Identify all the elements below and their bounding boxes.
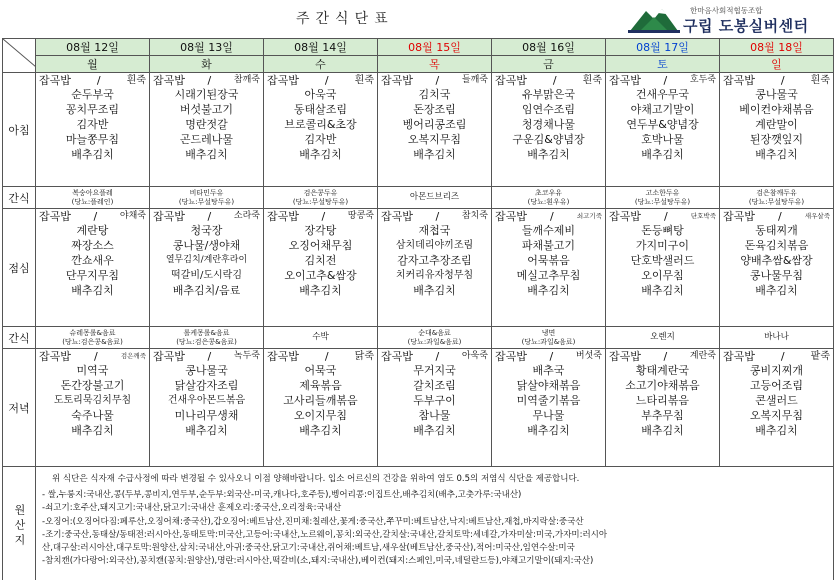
lunch-cell (378, 209, 492, 327)
lunch-cell (720, 209, 834, 327)
porridge-name: 흰죽 (810, 74, 830, 86)
dish-item: 콩나물국 (185, 364, 228, 377)
dish-item: 호박나물 (641, 133, 684, 146)
dinner-cell (150, 349, 264, 467)
dish-item: 김치국 (418, 88, 451, 101)
porridge-name: 계란죽 (689, 350, 716, 361)
dish-item: 벵어리콩조림 (402, 118, 467, 131)
dish-item: 떡갈비/도시락김 (171, 270, 242, 281)
snack-diabetic-alt: (당뇨:검은콩&음료) (62, 337, 123, 346)
dish-item: 청경채나물 (521, 118, 576, 131)
date-cell: 08월 12일 (36, 39, 150, 56)
dish-item: 재첩국 (418, 224, 451, 237)
rice-name: 잡곡밥 (495, 73, 527, 87)
snack-label-2: 간식 (3, 327, 36, 349)
rice-porridge-line (36, 349, 149, 363)
separator: / (96, 73, 101, 87)
rice-porridge-line (492, 209, 605, 223)
snack-diabetic-alt: (당뇨:흰우유) (527, 197, 570, 206)
origin-label-text: 원산지 (13, 503, 26, 549)
porridge-name: 땅콩죽 (347, 210, 374, 221)
snack-row-1 (3, 187, 834, 209)
dish-item: 배추김치 (413, 284, 456, 297)
rice-name: 잡곡밥 (723, 73, 755, 87)
dish-item: 오복지무침 (407, 133, 462, 146)
dish-item: 돈등뼈탕 (641, 224, 684, 237)
dish-item: 명란젓갈 (185, 118, 228, 131)
page-title: 주간식단표 (296, 11, 394, 27)
dish-item: 버섯불고기 (179, 103, 234, 116)
dish-item: 단호박샐러드 (630, 254, 695, 267)
snack-item: 순대&음료 (418, 328, 451, 337)
dish-item: 돈장조림 (413, 103, 456, 116)
dish-item: 연두부&양념장 (626, 118, 699, 131)
dish-item: 깐쇼새우 (71, 254, 114, 267)
rice-name: 잡곡밥 (723, 349, 755, 363)
rice-porridge-line (264, 349, 377, 363)
dish-item: 콩나물/생야채 (172, 239, 241, 252)
separator: / (552, 73, 557, 87)
snack-item: 롤케몽롤&음료 (183, 328, 230, 337)
org-sub-name: 한마음사회적협동조합 (690, 6, 763, 15)
porridge-name: 야채죽 (119, 210, 146, 221)
breakfast-cell (606, 73, 720, 187)
porridge-name: 버섯죽 (575, 350, 602, 361)
weekly-menu-table (2, 38, 834, 580)
dish-item: 치커리유자청무침 (395, 270, 474, 281)
dish-item: 오이고추&쌈장 (284, 269, 357, 282)
separator: / (663, 349, 668, 363)
dish-item: 오이무침 (641, 269, 684, 282)
dish-item: 콩나물국 (755, 88, 798, 101)
notes-row (3, 467, 834, 580)
dish-item: 배추김치 (71, 284, 114, 297)
rice-name: 잡곡밥 (609, 73, 641, 87)
origin-note-line: 위 식단은 식자재 수급사정에 따라 변경될 수 있사오니 이점 양해바랍니다. 입소 어르신의 건강을 위하여 염도 0.5의 저염식 식단을 제공합니다. (52, 474, 580, 484)
rice-porridge-line (150, 209, 263, 223)
dish-item: 삼치데리야끼조림 (395, 240, 474, 251)
snack-item: 바나나 (764, 332, 789, 342)
snack-cell (150, 327, 264, 349)
weekday-cell: 화 (150, 56, 264, 73)
snack-diabetic-alt: (당뇨:플레인) (71, 197, 114, 206)
origin-note-line: -쇠고기:호주산,돼지고기:국내산,닭고기:국내산 훈제오리:중국산,오리정육:국내산 (42, 503, 342, 514)
dish-item: 김자반 (76, 118, 109, 131)
snack-diabetic-alt: (당뇨:검은콩&음료) (176, 337, 237, 346)
snack-item: 오렌지 (650, 332, 675, 342)
dish-item: 청국장 (190, 224, 223, 237)
dish-item: 곤드레나물 (179, 133, 234, 146)
dish-item: 건새우무국 (635, 88, 690, 101)
dish-item: 황태계란국 (635, 364, 690, 377)
rice-name: 잡곡밥 (153, 349, 185, 363)
dish-item: 미나리무생채 (174, 409, 239, 422)
lunch-row (3, 209, 834, 327)
snack-row-2 (3, 327, 834, 349)
rice-name: 잡곡밥 (609, 209, 641, 223)
dish-item: 콩비지찌개 (749, 364, 804, 377)
dish-item: 고등어조림 (749, 379, 804, 392)
dinner-cell (492, 349, 606, 467)
diagonal-line-icon (3, 39, 36, 67)
weekday-cell: 토 (606, 56, 720, 73)
separator: / (93, 209, 98, 223)
snack-item: 비타민두유 (189, 188, 224, 197)
rice-name: 잡곡밥 (39, 73, 71, 87)
origin-note-line: -오징어:(오징어다짐:페루산,오징어채:중국산),갑오징어:베트남산,진미채:칠레산,꽃게:중국산,쭈꾸미:베트남산,낙지:베트남산,재첩,바지락살:중국산 (42, 516, 584, 527)
notes-container (36, 467, 833, 571)
dinner-row (3, 349, 834, 467)
dinner-cell (264, 349, 378, 467)
rice-porridge-line (720, 209, 833, 223)
dish-item: 김치전 (304, 254, 337, 267)
rice-name: 잡곡밥 (267, 73, 299, 87)
snack-cell (378, 187, 492, 209)
snack-cell (264, 327, 378, 349)
snack-diabetic-alt: (당뇨:무설탕두유) (178, 197, 235, 206)
dish-item: 배추김치 (527, 424, 570, 437)
dish-item: 배추김치 (71, 148, 114, 161)
snack-cell (36, 327, 150, 349)
dish-item: 배추김치 (299, 284, 342, 297)
dish-item: 고사리들깨볶음 (283, 394, 358, 407)
dish-item: 배추김치/음료 (172, 284, 241, 297)
breakfast-cell (36, 73, 150, 187)
dish-item: 닭살감자조림 (174, 379, 239, 392)
origin-note-line: - 쌀,누룽지:국내산,콩(두부,콩비지,연두부,순두부:외국산-미국,캐나다,호주등),벵어리콩:이집트산,배추김치(배추,고춧가루:국내산) (42, 490, 522, 501)
dish-item: 숙주나물 (71, 409, 114, 422)
dish-item: 배추김치 (71, 424, 114, 437)
date-cell: 08월 17일 (606, 39, 720, 56)
rice-porridge-line (606, 73, 719, 87)
separator: / (207, 349, 212, 363)
rice-porridge-line (264, 73, 377, 87)
dish-item: 배추김치 (413, 424, 456, 437)
separator: / (663, 73, 668, 87)
snack-cell (150, 187, 264, 209)
dish-item: 야채고기말이 (630, 103, 695, 116)
origin-label (3, 467, 36, 580)
breakfast-cell (378, 73, 492, 187)
breakfast-cell (264, 73, 378, 187)
dinner-cell (36, 349, 150, 467)
weekday-header-row (3, 56, 834, 73)
dish-item: 시래기된장국 (174, 88, 239, 101)
rice-name: 잡곡밥 (153, 73, 185, 87)
porridge-name: 호두죽 (689, 74, 716, 85)
porridge-name: 흰죽 (126, 74, 146, 86)
snack-cell (492, 187, 606, 209)
dish-item: 베이컨야채볶음 (739, 103, 814, 116)
dish-item: 배추김치 (641, 148, 684, 161)
dish-item: 무나물 (532, 409, 565, 422)
rice-porridge-line (378, 209, 491, 223)
dish-item: 미역줄기볶음 (516, 394, 581, 407)
dish-item: 구운김&양념장 (512, 133, 585, 146)
org-logo (628, 3, 828, 35)
dish-item: 배추김치 (527, 284, 570, 297)
dish-item: 어묵국 (304, 364, 337, 377)
snack-item: 고소한두유 (645, 188, 680, 197)
dish-item: 느타리볶음 (635, 394, 690, 407)
dish-item: 열무김치/계란후라이 (165, 255, 248, 265)
separator: / (324, 73, 329, 87)
separator: / (778, 209, 782, 223)
snack-cell (264, 187, 378, 209)
rice-porridge-line (378, 349, 491, 363)
dish-item: 배추김치 (413, 148, 456, 161)
dish-item: 건새우아몬드볶음 (167, 395, 246, 406)
snack-cell (492, 327, 606, 349)
dish-item: 배추김치 (185, 424, 228, 437)
rice-porridge-line (492, 73, 605, 87)
porridge-name: 닭죽 (354, 350, 374, 362)
snack-diabetic-alt: (당뇨:과일&음료) (521, 337, 576, 346)
org-main-name: 구립 도봉실버센터 (683, 17, 809, 35)
dish-item: 배추김치 (299, 148, 342, 161)
separator: / (435, 73, 440, 87)
weekday-cell: 목 (378, 56, 492, 73)
dish-item: 계란탕 (76, 224, 109, 237)
snack-diabetic-alt: (당뇨:무설탕두유) (748, 197, 805, 206)
separator: / (207, 73, 212, 87)
dish-item: 배추김치 (755, 424, 798, 437)
snack-item: 냉면 (541, 328, 556, 337)
dish-item: 배추김치 (185, 148, 228, 161)
dish-item: 돈간장불고기 (60, 379, 125, 392)
dish-item: 배추김치 (755, 284, 798, 297)
porridge-name: 흰죽 (582, 74, 602, 86)
lunch-cell (264, 209, 378, 327)
dish-item: 배추김치 (299, 424, 342, 437)
snack-diabetic-alt: (당뇨:무설탕두유) (634, 197, 691, 206)
dinner-label: 저녁 (3, 349, 36, 467)
dish-item: 파채불고기 (521, 239, 576, 252)
date-cell: 08월 16일 (492, 39, 606, 56)
dish-item: 배추김치 (641, 284, 684, 297)
porridge-name: 팥죽 (810, 350, 830, 362)
rice-porridge-line (36, 73, 149, 87)
corner-cell (3, 39, 36, 73)
rice-name: 잡곡밥 (381, 209, 413, 223)
dinner-cell (378, 349, 492, 467)
date-header-row (3, 39, 834, 56)
rice-name: 잡곡밥 (39, 209, 71, 223)
dish-item: 동태살조림 (293, 103, 348, 116)
rice-porridge-line (36, 209, 149, 223)
porridge-name: 검은깨죽 (120, 351, 146, 360)
rice-name: 잡곡밥 (609, 349, 641, 363)
dish-item: 돈육김치볶음 (744, 239, 809, 252)
dish-item: 감자고추장조림 (397, 254, 472, 267)
snack-cell (720, 187, 834, 209)
separator: / (780, 73, 785, 87)
dish-item: 유부맑은국 (521, 88, 576, 101)
dish-item: 가지미구이 (635, 239, 690, 252)
snack-cell (36, 187, 150, 209)
dish-item: 브로콜리&초장 (284, 118, 357, 131)
rice-name: 잡곡밥 (153, 209, 185, 223)
rice-porridge-line (720, 73, 833, 87)
dish-item: 제육볶음 (299, 379, 342, 392)
dish-item: 참나물 (418, 409, 451, 422)
lunch-cell (492, 209, 606, 327)
dish-item: 동태찌개 (755, 224, 798, 237)
rice-porridge-line (606, 349, 719, 363)
weekday-cell: 수 (264, 56, 378, 73)
snack-item: 검은참깨두유 (756, 188, 797, 197)
separator: / (321, 209, 326, 223)
weekday-cell: 월 (36, 56, 150, 73)
date-cell: 08월 13일 (150, 39, 264, 56)
snack-label: 간식 (3, 187, 36, 209)
dish-item: 짜장소스 (71, 239, 114, 252)
dish-item: 소고기야채볶음 (625, 379, 700, 392)
lunch-cell (150, 209, 264, 327)
dish-item: 배추김치 (755, 148, 798, 161)
lunch-cell (36, 209, 150, 327)
rice-name: 잡곡밥 (381, 349, 413, 363)
dish-item: 메실고추무침 (516, 269, 581, 282)
rice-name: 잡곡밥 (495, 209, 527, 223)
rice-name: 잡곡밥 (495, 349, 527, 363)
dish-item: 들깨수제비 (521, 224, 576, 237)
snack-cell (606, 187, 720, 209)
dish-item: 콩나물무침 (749, 269, 804, 282)
dish-item: 배추김치 (641, 424, 684, 437)
rice-porridge-line (606, 209, 719, 223)
dinner-cell (720, 349, 834, 467)
rice-name: 잡곡밥 (381, 73, 413, 87)
rice-name: 잡곡밥 (267, 349, 299, 363)
porridge-name: 녹두죽 (233, 350, 260, 361)
dish-item: 장각탕 (304, 224, 337, 237)
dish-item: 갈치조림 (413, 379, 456, 392)
dish-item: 오복지무침 (749, 409, 804, 422)
snack-cell (606, 327, 720, 349)
mountain-logo-icon (628, 3, 680, 33)
snack-cell (378, 327, 492, 349)
breakfast-cell (492, 73, 606, 187)
dish-item: 닭살야채볶음 (516, 379, 581, 392)
snack-item: 수박 (312, 332, 329, 342)
separator: / (435, 209, 440, 223)
lunch-label: 점심 (3, 209, 36, 327)
rice-name: 잡곡밥 (39, 349, 71, 363)
origin-note-line: -조기:중국산,동태살/동태전:러시아산,동태토막:미국산,고등어:국내산,노르웨이,꽁치:외국산,갈치살:국내산,갈치토막:세네갈,가자미살:미국,가자미:러시아 (42, 529, 608, 540)
snack-item: 초코우유 (534, 188, 563, 197)
origin-notes (36, 467, 834, 580)
rice-porridge-line (720, 349, 833, 363)
snack-item: 복숭아요플레 (72, 188, 113, 197)
origin-note-line: -참치캔(가다랑어:외국산),꽁치캔(꽁치:원양산),명란:러시아산,떡갈비(소,돼지:국내산),베이컨(돼지:스페인,미국,네덜란드등),야채고기말이(돼지:국산) (42, 556, 594, 567)
porridge-name: 쇠고기죽 (576, 211, 602, 220)
dish-item: 도토리묵김치무침 (53, 395, 132, 406)
rice-porridge-line (150, 73, 263, 87)
rice-porridge-line (378, 73, 491, 87)
dish-item: 마늘쫑무침 (65, 133, 120, 146)
snack-item: 아몬드브리즈 (409, 192, 460, 202)
dish-item: 순두부국 (71, 88, 114, 101)
dish-item: 배추국 (532, 364, 565, 377)
separator: / (435, 349, 440, 363)
rice-porridge-line (264, 209, 377, 223)
dish-item: 부추무침 (641, 409, 684, 422)
dish-item: 계란말이 (755, 118, 798, 131)
separator: / (780, 349, 785, 363)
dish-item: 두부구이 (413, 394, 456, 407)
dish-item: 미역국 (76, 364, 109, 377)
dish-item: 김자반 (304, 133, 337, 146)
dish-item: 임연수조림 (521, 103, 576, 116)
porridge-name: 새우살죽 (804, 211, 830, 220)
breakfast-label: 아침 (3, 73, 36, 187)
porridge-name: 참깨죽 (233, 74, 260, 85)
porridge-name: 단호박죽 (690, 211, 716, 220)
snack-diabetic-alt: (당뇨:무설탕두유) (292, 197, 349, 206)
dish-item: 오이지무침 (293, 409, 348, 422)
porridge-name: 참치죽 (461, 210, 488, 221)
snack-cell (720, 327, 834, 349)
rice-porridge-line (150, 349, 263, 363)
separator: / (550, 209, 554, 223)
date-cell: 08월 14일 (264, 39, 378, 56)
separator: / (94, 349, 98, 363)
weekday-cell: 금 (492, 56, 606, 73)
breakfast-row (3, 73, 834, 187)
porridge-name: 들깨죽 (461, 74, 488, 85)
snack-item: 슈레몽롤&음료 (69, 328, 116, 337)
date-cell: 08월 18일 (720, 39, 834, 56)
dish-item: 어묵볶음 (527, 254, 570, 267)
dish-item: 꽁치무조림 (65, 103, 120, 116)
rice-porridge-line (492, 349, 605, 363)
snack-item: 검은콩두유 (303, 188, 338, 197)
origin-note-line: 산,대구살:러시아산,대구토막:원양산,삼치:국내산,아귀:중국산,닭고기:국내산,쥐어채:베트남,새우살(베트남산,중국산),적어:미국산,임연수살:미국 (42, 543, 575, 554)
separator: / (664, 209, 668, 223)
separator: / (549, 349, 554, 363)
weekday-cell: 일 (720, 56, 834, 73)
porridge-name: 아욱죽 (461, 350, 488, 361)
dish-item: 아욱국 (304, 88, 337, 101)
separator: / (207, 209, 212, 223)
dish-item: 오징어채무침 (288, 239, 353, 252)
rice-name: 잡곡밥 (267, 209, 299, 223)
porridge-name: 소라죽 (233, 210, 260, 221)
breakfast-cell (720, 73, 834, 187)
dish-item: 된장깻잎지 (749, 133, 804, 146)
rice-name: 잡곡밥 (723, 209, 755, 223)
dish-item: 단무지무침 (65, 269, 120, 282)
date-cell: 08월 15일 (378, 39, 492, 56)
snack-diabetic-alt: (당뇨:과일&음료) (407, 337, 462, 346)
porridge-name: 흰죽 (354, 74, 374, 86)
dinner-cell (606, 349, 720, 467)
separator: / (324, 349, 329, 363)
dish-item: 콘샐러드 (755, 394, 798, 407)
dish-item: 배추김치 (527, 148, 570, 161)
dish-item: 양배추쌈&쌈장 (740, 254, 813, 267)
dish-item: 무거지국 (413, 364, 456, 377)
breakfast-cell (150, 73, 264, 187)
lunch-cell (606, 209, 720, 327)
